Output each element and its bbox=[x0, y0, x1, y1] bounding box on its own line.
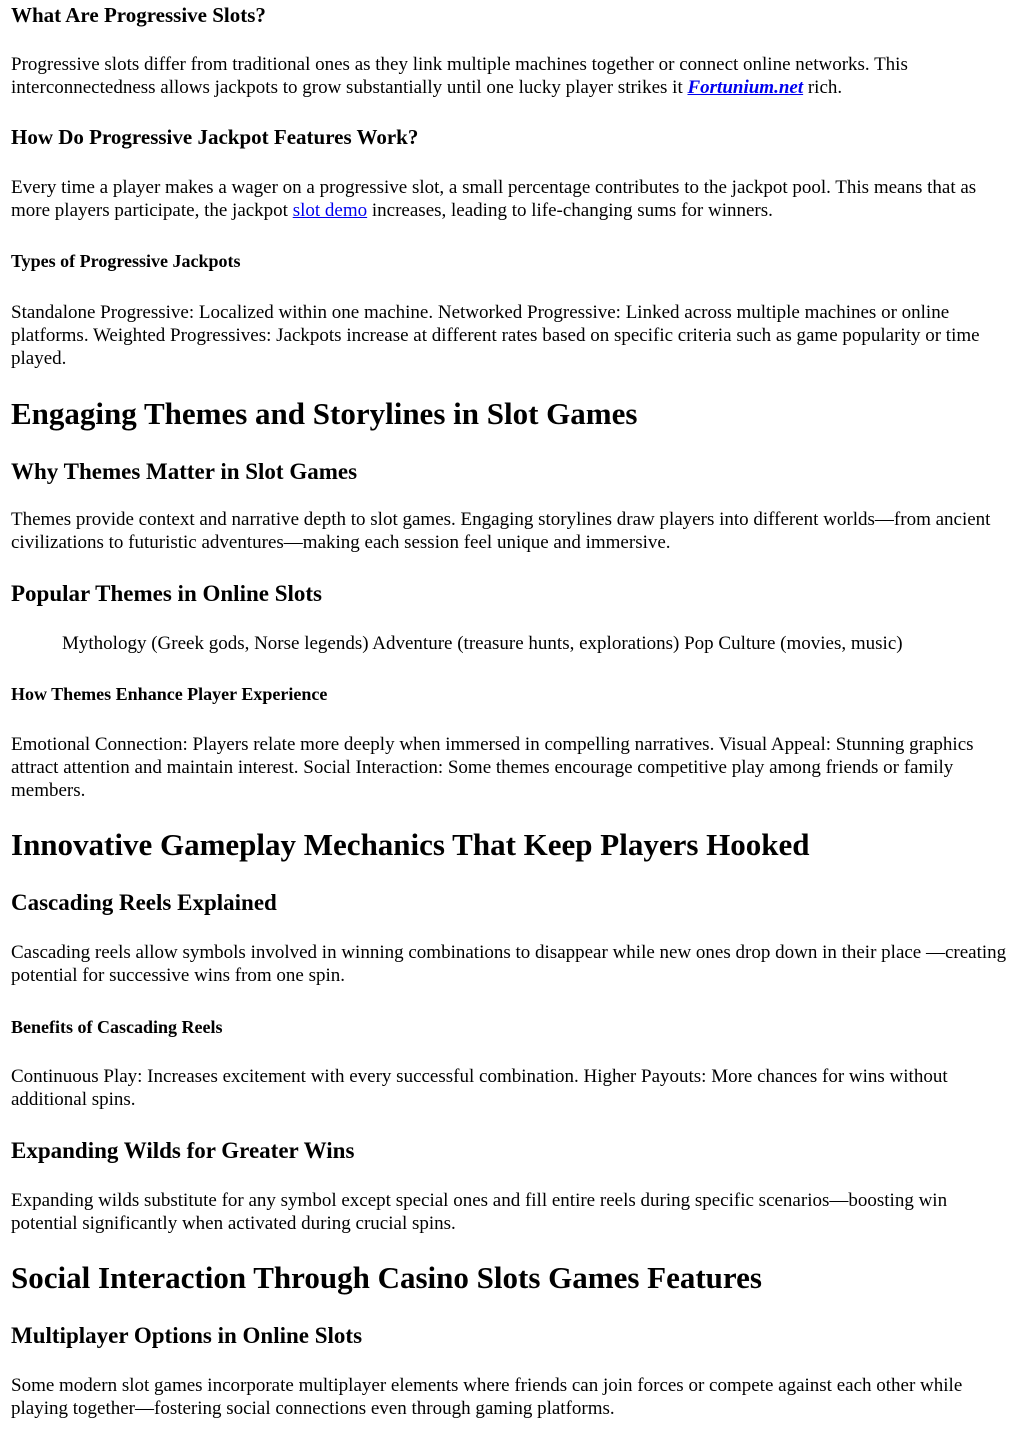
paragraph-text: Every time a player makes a wager on a progressive slot, a small percentage contributes to the jackpot pool. This means that as more players participate, the jackpot bbox=[11, 177, 977, 221]
section-title-gameplay-mechanics: Innovative Gameplay Mechanics That Keep Players Hooked bbox=[11, 827, 810, 862]
paragraph-expanding-wilds: Expanding wilds substitute for any symbol except special ones and fill entire reels during specific scenarios—boosting win potential significantly when activated during crucial spins. bbox=[11, 1190, 948, 1234]
paragraph-text: Progressive slots differ from traditional ones as they link multiple machines together or connect online networks. This interconnectedness allows jackpots to grow substantially until one lucky player strikes it bbox=[11, 54, 908, 98]
paragraph-why-themes-matter: Themes provide context and narrative depth to slot games. Engaging storylines draw players into different worlds—from ancient civilizations to futuristic adventures—making each session feel unique and immersive. bbox=[11, 509, 991, 553]
paragraph-themes-enhance: Emotional Connection: Players relate more deeply when immersed in compelling narratives. Visual Appeal: Stunning graphics attract attention and maintain interest. Social Interaction: Some themes encourage competitive play among friends or family members. bbox=[11, 734, 974, 801]
paragraph-progressive-slots bbox=[11, 53, 1014, 99]
heading-multiplayer-options: Multiplayer Options in Online Slots bbox=[11, 1323, 363, 1348]
heading-benefits-cascading: Benefits of Cascading Reels bbox=[11, 1017, 223, 1037]
paragraph-text: increases, leading to life-changing sums for winners. bbox=[367, 200, 773, 221]
slot-demo-link[interactable]: slot demo bbox=[292, 200, 368, 221]
popular-themes-list: Mythology (Greek gods, Norse legends) Adventure (treasure hunts, explorations) Pop Culture (movies, music) bbox=[62, 633, 903, 654]
heading-types-of-jackpots: Types of Progressive Jackpots bbox=[11, 251, 241, 271]
heading-why-themes-matter: Why Themes Matter in Slot Games bbox=[11, 459, 358, 484]
paragraph-benefits-cascading: Continuous Play: Increases excitement with every successful combination. Higher Payouts: More chances for wins without additional spins. bbox=[11, 1066, 948, 1110]
paragraph-cascading-reels: Cascading reels allow symbols involved in winning combinations to disappear while new ones drop down in their place —creating potential for successive wins from one spin. bbox=[11, 942, 1007, 986]
heading-expanding-wilds: Expanding Wilds for Greater Wins bbox=[11, 1138, 355, 1163]
fortunium-link[interactable]: Fortunium.net bbox=[687, 77, 804, 98]
section-title-themes: Engaging Themes and Storylines in Slot Games bbox=[11, 396, 638, 431]
heading-popular-themes: Popular Themes in Online Slots bbox=[11, 581, 322, 606]
paragraph-multiplayer-options: Some modern slot games incorporate multiplayer elements where friends can join forces or compete against each other while playing together—fostering social connections even through gaming platforms. bbox=[11, 1375, 963, 1419]
heading-what-are-progressive-slots: What Are Progressive Slots? bbox=[11, 3, 266, 27]
heading-cascading-reels: Cascading Reels Explained bbox=[11, 890, 277, 915]
heading-how-jackpot-works: How Do Progressive Jackpot Features Work? bbox=[11, 125, 419, 149]
paragraph-types-of-jackpots: Standalone Progressive: Localized within one machine. Networked Progressive: Linked across multiple machines or online platforms. Weighted Progressives: Jackpots increase at different rates based on specific criteria such as game popularity or time played. bbox=[11, 302, 980, 369]
section-title-social-interaction: Social Interaction Through Casino Slots Games Features bbox=[11, 1260, 762, 1295]
paragraph-text: rich. bbox=[803, 77, 843, 98]
heading-themes-enhance: How Themes Enhance Player Experience bbox=[11, 684, 328, 704]
paragraph-jackpot-works bbox=[11, 176, 1014, 222]
